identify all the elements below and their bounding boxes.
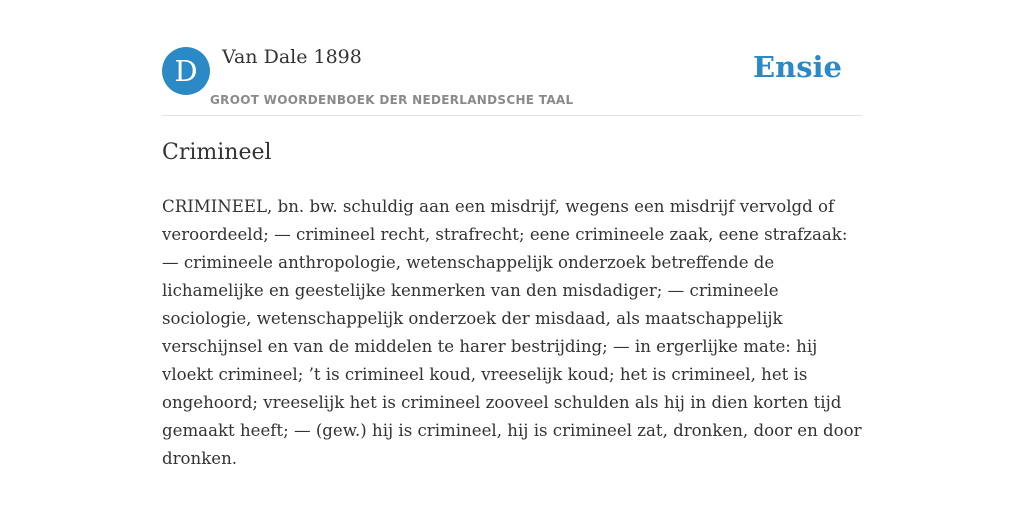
dictionary-title[interactable]: Van Dale 1898 <box>222 46 362 68</box>
page <box>162 0 862 512</box>
entry-definition: CRIMINEEL, bn. bw. schuldig aan een misdrijf, wegens een misdrijf vervolgd of veroordeeld; — crimineel recht, strafrecht; eene crimineele zaak, eene strafzaak: — crimineele anthropologie, wetenschappelijk onderzoek betreffende de lichamelijke en geestelijke kenmerken van den misdadiger; — crimineele sociologie, wetenschappelijk onderzoek der misdaad, als maatschappelijk verschijnsel en van de middelen te harer bestrijding; — in ergerlijke mate: hij vloekt crimineel; ’t is crimineel koud, vreeselijk koud; het is crimineel, het is ongehoord; vreeselijk het is crimineel zooveel schulden als hij in dien korten tijd gemaakt heeft; — (gew.) hij is crimineel, hij is crimineel zat, dronken, door en door dronken. <box>162 197 862 468</box>
dictionary-header <box>162 0 862 116</box>
entry-headword: Crimineel <box>162 140 272 165</box>
dictionary-logo-badge[interactable]: D <box>162 47 210 95</box>
dictionary-subtitle: GROOT WOORDENBOEK DER NEDERLANDSCHE TAAL <box>210 93 574 107</box>
ensie-logo[interactable]: Ensie <box>753 50 842 84</box>
